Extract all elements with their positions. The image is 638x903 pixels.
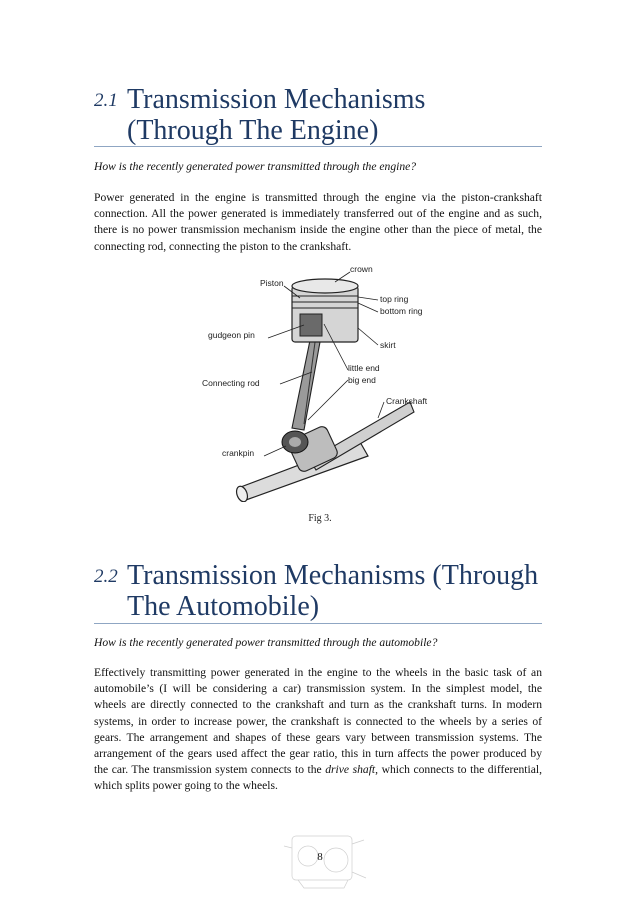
label-crankshaft: Crankshaft: [386, 396, 428, 406]
label-connecting-rod: Connecting rod: [202, 378, 260, 388]
label-little-end: little end: [348, 363, 380, 373]
section-divider: [94, 623, 542, 624]
label-piston: Piston: [260, 278, 284, 288]
label-gudgeon-pin: gudgeon pin: [208, 330, 255, 340]
piston-crankshaft-diagram: [200, 262, 430, 502]
label-crown: crown: [350, 264, 373, 274]
label-bottom-ring: bottom ring: [380, 306, 423, 316]
paragraph-text-end: , which connects to the differential, which splits power going to the wheels.: [94, 763, 542, 793]
label-top-ring: top ring: [380, 294, 409, 304]
section-title-line1: Transmission Mechanisms: [127, 84, 426, 115]
section-question: How is the recently generated power transmitted through the engine?: [94, 160, 417, 173]
figure-caption: Fig 3.: [308, 513, 332, 524]
section-divider: [94, 146, 542, 147]
section-number: 2.2: [94, 566, 118, 587]
piston-drawing: [292, 279, 358, 342]
crankshaft-drawing: [235, 402, 414, 502]
label-big-end: big end: [348, 375, 376, 385]
section-title-line1: Transmission Mechanisms (Through: [127, 560, 539, 591]
section-title: [127, 84, 557, 146]
page-number: 8: [317, 851, 323, 863]
section-title-line2: The Automobile): [127, 591, 320, 622]
paragraph-emphasis: drive shaft: [325, 763, 376, 777]
label-crankpin: crankpin: [222, 448, 255, 458]
section-title: [127, 560, 557, 622]
section-paragraph: Power generated in the engine is transmitted through the engine via the piston-crankshaft connection. All the power generated is immediately transferred out of the engine and as such, there is no power transmission mechanism inside the engine other than the piece of metal, the connecting rod, connecting the piston to the crankshaft.: [94, 191, 542, 253]
section-number: 2.1: [94, 90, 118, 111]
paragraph-text-start: Effectively transmitting power generated in the engine to the wheels in the basic task of an automobile’s (I will be considering a car) transmission system. In the simplest model, the wheels are directly connected to the crankshaft and turn as the crankshaft turns. In modern systems, in order to increase power, the crankshaft is connected to the wheels by a series of gears. The arrangement and shapes of these gears vary between transmission systems. The arrangement of the gears used affect the gear ratio, this in turn affects the power produced by the car. The transmission system connects to the: [94, 666, 542, 777]
section-question: How is the recently generated power transmitted through the automobile?: [94, 636, 438, 649]
section-title-line2: (Through The Engine): [127, 115, 379, 146]
section-paragraph: [94, 665, 542, 795]
label-skirt: skirt: [380, 340, 396, 350]
